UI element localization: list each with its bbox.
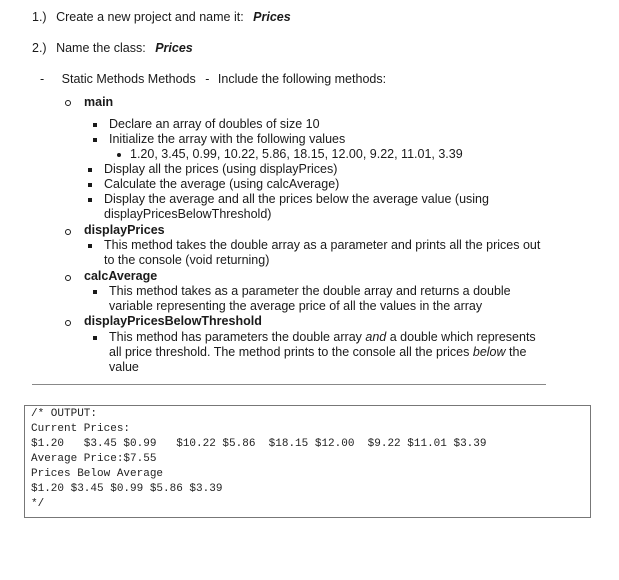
section-header	[40, 72, 386, 87]
section-sep: -	[205, 72, 210, 86]
divider	[32, 384, 546, 385]
circle-bullet-icon	[65, 320, 71, 326]
step-1	[32, 10, 291, 25]
step-2-value: Prices	[155, 41, 193, 55]
circle-bullet-icon	[65, 100, 71, 106]
square-bullet-icon	[93, 138, 97, 142]
calcAverage-line1: This method takes as a parameter the double array and returns a double	[109, 284, 511, 298]
circle-bullet-icon	[65, 229, 71, 235]
step-2-text: Name the class:	[56, 41, 146, 55]
dot-bullet-icon	[117, 153, 121, 157]
main-display: Display all the prices (using displayPrices)	[104, 162, 338, 176]
step-1-value: Prices	[253, 10, 291, 24]
section-dash: -	[40, 72, 45, 86]
output-line: $1.20 $3.45 $0.99 $5.86 $3.39	[31, 483, 223, 495]
main-calc: Calculate the average (using calcAverage)	[104, 177, 340, 191]
threshold-line2-a: all price threshold. The method prints to the console all the prices	[109, 345, 470, 359]
main-display-avg-line1: Display the average and all the prices below the average value (using	[104, 192, 489, 206]
main-init: Initialize the array with the following values	[109, 132, 346, 146]
output-line: Prices Below Average	[31, 468, 164, 480]
section-title: Static Methods Methods	[61, 72, 196, 86]
step-1-text: Create a new project and name it:	[56, 10, 244, 24]
displayPrices-line1: This method takes the double array as a parameter and prints all the prices out	[104, 238, 541, 252]
square-bullet-icon	[88, 244, 92, 248]
square-bullet-icon	[93, 336, 97, 340]
square-bullet-icon	[88, 198, 92, 202]
circle-bullet-icon	[65, 275, 71, 281]
section-desc: Include the following methods:	[217, 72, 387, 86]
threshold-line2	[109, 345, 526, 360]
square-bullet-icon	[93, 290, 97, 294]
output-line: Current Prices:	[31, 423, 131, 435]
threshold-line1-b: a double which represents	[389, 330, 536, 344]
output-box	[24, 405, 591, 518]
calcAverage-line2: variable representing the average price of all the values in the array	[109, 299, 483, 313]
displayPrices-line2: to the console (void returning)	[104, 253, 270, 267]
square-bullet-icon	[88, 183, 92, 187]
threshold-line2-b: the	[509, 345, 527, 359]
threshold-line1-and: and	[365, 330, 387, 344]
threshold-line3: value	[109, 360, 139, 374]
method-main: main	[84, 95, 114, 109]
output-line: Average Price:$7.55	[31, 453, 157, 465]
square-bullet-icon	[88, 168, 92, 172]
step-1-number: 1.)	[32, 10, 47, 24]
main-display-avg-line2: displayPricesBelowThreshold)	[104, 207, 272, 221]
output-line: /* OUTPUT:	[31, 408, 98, 420]
threshold-line1	[109, 330, 536, 345]
method-calcAverage: calcAverage	[84, 269, 158, 283]
square-bullet-icon	[93, 123, 97, 127]
output-line: $1.20 $3.45 $0.99 $10.22 $5.86 $18.15 $12.00 $9.22 $11.01 $3.39	[31, 438, 487, 450]
threshold-line2-below: below	[472, 345, 506, 359]
threshold-line1-a: This method has parameters the double array	[109, 330, 362, 344]
step-2-number: 2.)	[32, 41, 47, 55]
output-line: */	[31, 498, 45, 510]
step-2	[32, 41, 193, 56]
main-values: 1.20, 3.45, 0.99, 10.22, 5.86, 18.15, 12.00, 9.22, 11.01, 3.39	[130, 147, 463, 161]
main-declare: Declare an array of doubles of size 10	[109, 117, 320, 131]
method-displayPricesBelowThreshold: displayPricesBelowThreshold	[84, 314, 262, 328]
method-displayPrices: displayPrices	[84, 223, 165, 237]
